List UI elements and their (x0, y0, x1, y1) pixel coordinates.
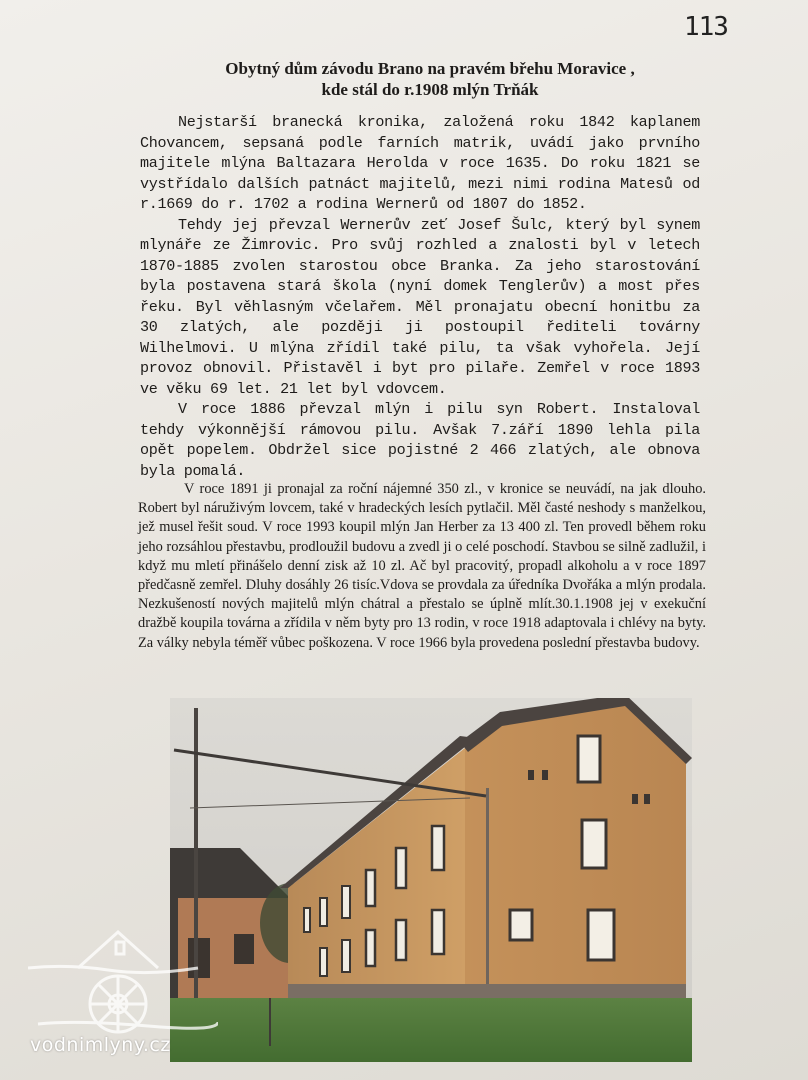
watermark-text: vodnimlyny.cz (30, 1034, 171, 1056)
page-title (150, 58, 710, 100)
lawn (170, 998, 692, 1062)
paragraph-robert: V roce 1886 převzal mlýn i pilu syn Robert. Instaloval tehdy výkonnější rámovou pilu. Avšak 7.září 1890 lehla pila opět popelem. Obdržel sice pojistné 2 466 zlatých, ale obnova byla pomalá. (140, 400, 700, 480)
typewritten-text (140, 112, 700, 481)
paragraph-herber: V roce 1891 ji pronajal za roční nájemné 350 zl., v kronice se neuvádí, na jak dlouho. Robert byl náruživým lovcem, také v hradeckých lesích pytlačil. Měl časté neshody s manželkou, jež musel řešit soud. V roce 1993 koupil mlýn Jan Herber za 13 400 zl. Ten provedl během roku jeho rozsáhlou přestavbu, prodloužil budovu a zvedl ji o celé poschodí. Stavbou se silně zadlužil, i když mu mletí přinášelo denní zisk až 10 zl. Ač byl pracovitý, propadl alkoholu a v roce 1897 předčasně zemřel. Dluhy dosáhly 26 tisíc.Vdova se provdala za úředníka Dvořáka a mlýn prodala. Nezkušeností nových majitelů mlýn chátral a přestalo se úplně mlít.30.1.1908 jej v exekuční dražbě koupila továrna a zřídila v něm byty pro 13 rodin, v roce 1918 adaptovala i chlévy na byty. Za války nebyla téměř vůbec poškozena. V roce 1966 byla provedena poslední přestavba budovy. (138, 481, 706, 651)
printed-text (138, 480, 706, 653)
building-photo (170, 698, 692, 1062)
paragraph-chronicle: Nejstarší branecká kronika, založená roku 1842 kaplanem Chovancem, sepsaná podle farních matrik, uvádí jako prvního majitele mlýna Baltazara Herolda v roce 1635. Do roku 1821 se vystřídalo dalších patnáct majitelů, mezi nimi rodina Matesů od r.1669 do r. 1702 a rodina Wernerů od 1807 do 1852. (140, 113, 700, 213)
main-building-front-wall (465, 700, 686, 998)
title-line-2: kde stál do r.1908 mlýn Trňák (321, 80, 539, 99)
title-line-1: Obytný dům závodu Brano na pravém břehu Moravice , (225, 59, 635, 78)
paragraph-sulc: Tehdy jej převzal Wernerův zeť Josef Šulc, který byl synem mlynáře ze Žimrovic. Pro svůj rozhled a znalosti byl v letech 1870-1885 zvolen starostou obce Branka. Za jeho starostování byla postavena stará škola (nyní domek Tenglerův) a most přes řeku. Byl věhlasným včelařem. Měl pronajatu obecní honitbu za 30 zlatých, ale později ji postoupil řediteli továrny Wilhelmovi. U mlýna zřídil také pilu, ta však vyhořela. Její provoz obnovil. Přistavěl i byt pro pilaře. Zemřel v roce 1893 ve věku 69 let. 21 let byl vdovcem. (140, 215, 700, 398)
page-number: 113 (684, 12, 728, 42)
